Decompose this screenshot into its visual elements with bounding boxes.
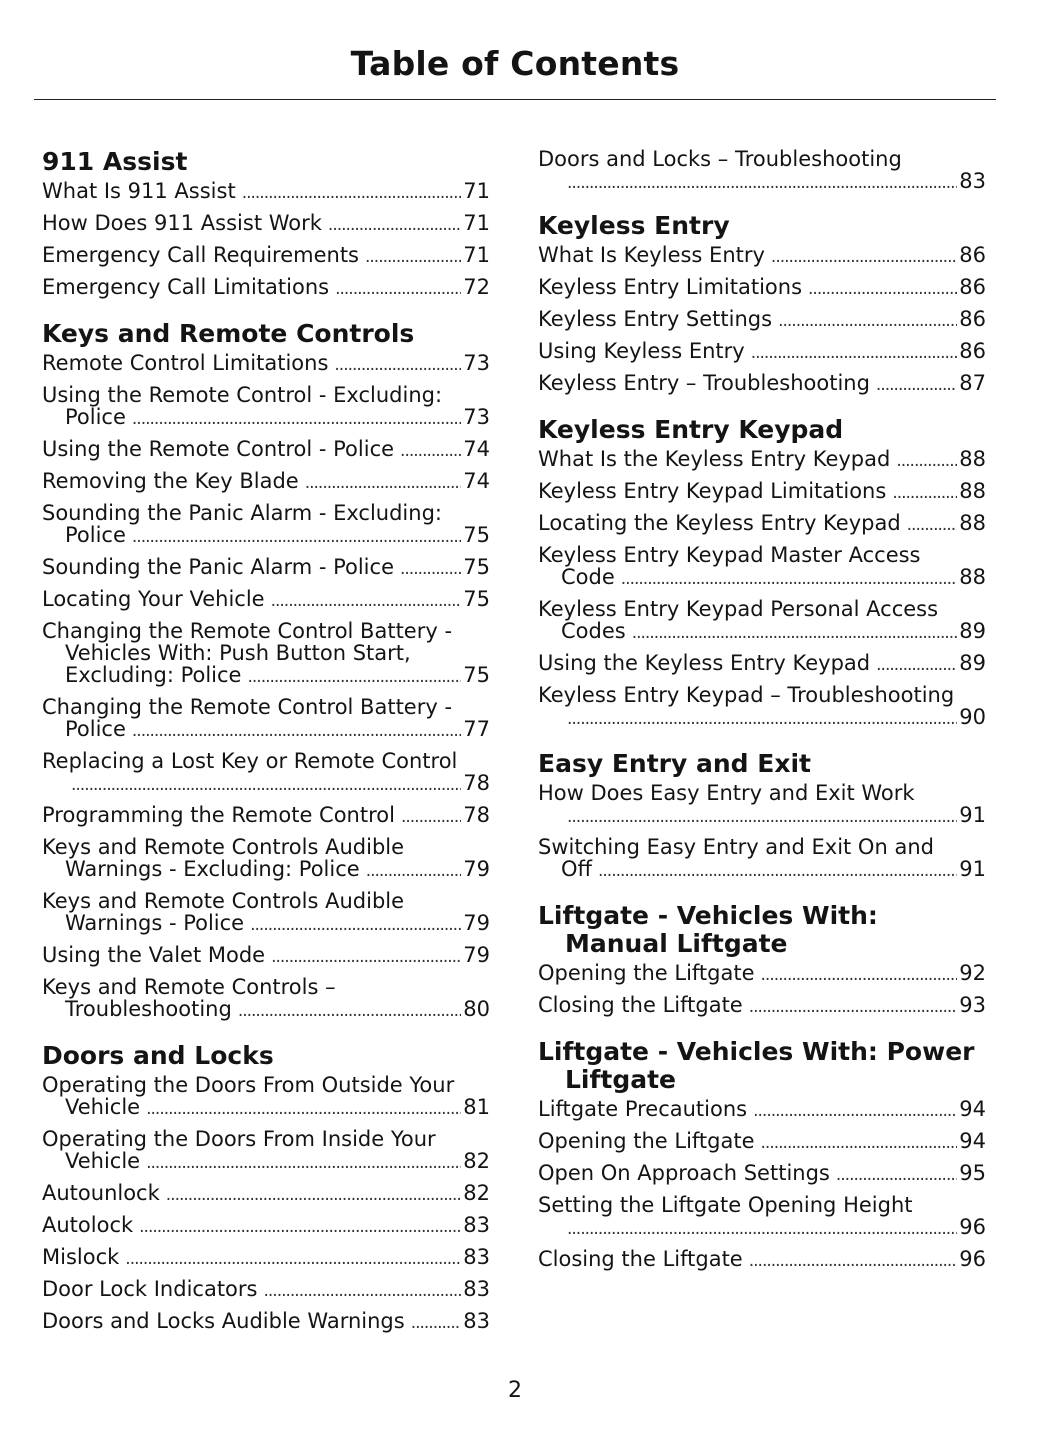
entry-page: 75 — [463, 587, 490, 611]
entry-text: Opening the Liftgate — [538, 1129, 755, 1153]
dot-leader — [365, 246, 461, 268]
entry-page: 79 — [463, 943, 490, 967]
toc-entry[interactable] — [538, 276, 986, 300]
toc-entry[interactable] — [42, 976, 490, 1022]
dot-leader — [263, 1280, 461, 1302]
entry-page: 91 — [959, 803, 986, 827]
entry-leader-row — [538, 170, 986, 194]
entry-text: Open On Approach Settings — [538, 1161, 830, 1185]
entry-text: Police — [65, 405, 126, 429]
toc-section — [42, 1042, 490, 1334]
entry-page: 83 — [463, 1213, 490, 1237]
toc-entry[interactable] — [42, 556, 490, 580]
entry-leader-row — [42, 998, 490, 1022]
entry-text: Sounding the Panic Alarm - Excluding: — [42, 501, 442, 525]
entry-page: 83 — [959, 169, 986, 193]
section-heading[interactable]: Liftgate - Vehicles With: Manual Liftgate — [538, 901, 878, 958]
entry-leader-row — [538, 276, 986, 300]
entry-text: Codes — [561, 619, 626, 643]
entry-leader-row — [42, 276, 490, 300]
entry-page: 88 — [959, 447, 986, 471]
toc-entry[interactable] — [538, 512, 986, 536]
page-number: 2 — [508, 1378, 522, 1403]
toc-entry[interactable] — [42, 276, 490, 300]
section-heading[interactable]: Doors and Locks — [42, 1041, 274, 1070]
entry-page: 73 — [463, 351, 490, 375]
dot-leader — [567, 172, 957, 194]
entry-leader-row — [538, 244, 986, 268]
dot-leader — [271, 946, 461, 968]
entry-leader-row — [538, 1162, 986, 1186]
entry-leader-row — [42, 772, 490, 796]
entry-text: Operating the Doors From Inside Your — [42, 1127, 436, 1151]
entry-leader-row — [538, 858, 986, 882]
dot-leader — [632, 622, 958, 644]
toc-entry[interactable] — [538, 480, 986, 504]
entry-text: Opening the Liftgate — [538, 961, 755, 985]
toc-section — [538, 750, 986, 882]
entry-text: Troubleshooting — [65, 997, 232, 1021]
entry-text: Off — [561, 857, 592, 881]
entry-text: Police — [65, 523, 126, 547]
entry-page: 92 — [959, 961, 986, 985]
toc-entry[interactable] — [538, 340, 986, 364]
toc-entry[interactable] — [538, 244, 986, 268]
entry-text: Locating Your Vehicle — [42, 587, 265, 611]
dot-leader — [598, 860, 957, 882]
entry-leader-row — [538, 512, 986, 536]
entry-text: How Does 911 Assist Work — [42, 211, 322, 235]
toc-section — [538, 416, 986, 730]
entry-leader-row — [42, 912, 490, 936]
dot-leader — [132, 720, 461, 742]
entry-text: Vehicles With: Push Button Start, — [65, 641, 411, 665]
entry-text: Vehicle — [65, 1095, 141, 1119]
entry-page: 71 — [463, 211, 490, 235]
entry-leader-row — [538, 448, 986, 472]
section-heading[interactable]: Liftgate - Vehicles With: Power Liftgate — [538, 1037, 975, 1094]
entry-text: What Is 911 Assist — [42, 179, 236, 203]
dot-leader — [907, 514, 958, 536]
entry-text: Autolock — [42, 1213, 134, 1237]
entry-page: 75 — [463, 663, 490, 687]
dot-leader — [778, 310, 957, 332]
entry-leader-row — [538, 566, 986, 590]
toc-entry[interactable] — [538, 684, 986, 730]
toc-entry[interactable] — [538, 1098, 986, 1122]
toc-entry[interactable] — [42, 588, 490, 612]
entry-page: 91 — [959, 857, 986, 881]
entry-text: Using Keyless Entry — [538, 339, 745, 363]
dot-leader — [808, 278, 957, 300]
toc-entry[interactable] — [538, 782, 986, 828]
entry-leader-row — [42, 406, 490, 430]
entry-text: Police — [65, 717, 126, 741]
dot-leader — [876, 654, 957, 676]
entry-leader-row — [42, 1246, 490, 1270]
entry-text: Keyless Entry Keypad Personal Access — [538, 597, 939, 621]
entry-leader-row — [538, 340, 986, 364]
entry-page: 88 — [959, 511, 986, 535]
entry-leader-row — [42, 1096, 490, 1120]
entry-page: 86 — [959, 339, 986, 363]
entry-page: 86 — [959, 275, 986, 299]
toc-entry[interactable] — [42, 1278, 490, 1302]
toc-entry[interactable] — [538, 1248, 986, 1272]
entry-leader-row — [538, 480, 986, 504]
entry-leader-row — [42, 1182, 490, 1206]
toc-entry[interactable] — [538, 652, 986, 676]
dot-leader — [305, 472, 462, 494]
toc-entry[interactable] — [538, 372, 986, 396]
section-heading[interactable]: Keyless Entry — [538, 211, 730, 240]
entry-text: Excluding: Police — [65, 663, 242, 687]
entry-text: Sounding the Panic Alarm - Police — [42, 555, 394, 579]
entry-text: Removing the Key Blade — [42, 469, 299, 493]
entry-page: 88 — [959, 479, 986, 503]
entry-leader-row — [538, 620, 986, 644]
entry-text: Programming the Remote Control — [42, 803, 395, 827]
toc-section — [538, 212, 986, 396]
entry-text: Locating the Keyless Entry Keypad — [538, 511, 901, 535]
entry-text: What Is Keyless Entry — [538, 243, 765, 267]
entry-page: 96 — [959, 1215, 986, 1239]
toc-section — [538, 148, 986, 194]
entry-page: 71 — [463, 243, 490, 267]
entry-text: Keys and Remote Controls Audible — [42, 889, 405, 913]
entry-text: Keys and Remote Controls Audible — [42, 835, 405, 859]
toc-entry[interactable] — [42, 1246, 490, 1270]
toc-entry[interactable] — [42, 438, 490, 462]
entry-leader-row — [42, 1310, 490, 1334]
entry-page: 79 — [463, 911, 490, 935]
entry-text: Mislock — [42, 1245, 120, 1269]
entry-leader-row — [538, 652, 986, 676]
entry-leader-row — [42, 804, 490, 828]
toc-entry[interactable] — [42, 1182, 490, 1206]
entry-text: Keyless Entry Limitations — [538, 275, 803, 299]
entry-text: Autounlock — [42, 1181, 160, 1205]
dot-leader — [146, 1152, 461, 1174]
toc-entry[interactable] — [42, 1214, 490, 1238]
entry-text: Keyless Entry Keypad Limitations — [538, 479, 887, 503]
dot-leader — [139, 1216, 461, 1238]
entry-page: 86 — [959, 243, 986, 267]
toc-entry[interactable] — [42, 1074, 490, 1120]
entry-leader-row — [42, 718, 490, 742]
toc-entry[interactable] — [538, 1130, 986, 1154]
entry-text: How Does Easy Entry and Exit Work — [538, 781, 915, 805]
entry-page: 93 — [959, 993, 986, 1017]
dot-leader — [271, 590, 462, 612]
entry-text: Closing the Liftgate — [538, 993, 743, 1017]
entry-page: 71 — [463, 179, 490, 203]
toc-section — [42, 148, 490, 300]
entry-text: Using the Valet Mode — [42, 943, 266, 967]
entry-page: 87 — [959, 371, 986, 395]
entry-page: 75 — [463, 523, 490, 547]
entry-leader-row — [538, 1098, 986, 1122]
entry-text: Changing the Remote Control Battery - — [42, 695, 453, 719]
section-heading[interactable]: Keys and Remote Controls — [42, 319, 415, 348]
dot-leader — [125, 1248, 461, 1270]
dot-leader — [567, 806, 957, 828]
toc-column-right — [538, 148, 986, 1292]
toc-entry[interactable] — [42, 944, 490, 968]
dot-leader — [567, 708, 957, 730]
toc-entry[interactable] — [42, 502, 490, 548]
entry-text: Keyless Entry Keypad – Troubleshooting — [538, 683, 955, 707]
toc-entry[interactable] — [538, 148, 986, 194]
dot-leader — [761, 1132, 958, 1154]
entry-text: Code — [561, 565, 615, 589]
entry-leader-row — [42, 470, 490, 494]
dot-leader — [71, 774, 461, 796]
dot-leader — [166, 1184, 461, 1206]
section-heading[interactable]: Easy Entry and Exit — [538, 749, 811, 778]
title-divider — [34, 99, 996, 100]
toc-entry[interactable] — [42, 620, 490, 688]
entry-page: 72 — [463, 275, 490, 299]
dot-leader — [400, 558, 461, 580]
entry-page: 82 — [463, 1181, 490, 1205]
entry-page: 83 — [463, 1277, 490, 1301]
entry-page: 74 — [463, 437, 490, 461]
entry-leader-row — [538, 706, 986, 730]
entry-leader-row — [42, 524, 490, 548]
entry-text: Emergency Call Requirements — [42, 243, 359, 267]
section-heading[interactable]: 911 Assist — [42, 147, 188, 176]
dot-leader — [836, 1164, 957, 1186]
entry-text: Using the Remote Control - Excluding: — [42, 383, 443, 407]
dot-leader — [749, 1250, 958, 1272]
entry-leader-row — [538, 1248, 986, 1272]
toc-entry[interactable] — [42, 352, 490, 376]
entry-page: 75 — [463, 555, 490, 579]
entry-leader-row — [42, 1278, 490, 1302]
toc-entry[interactable] — [42, 244, 490, 268]
entry-page: 73 — [463, 405, 490, 429]
entry-text: Keyless Entry Keypad Master Access — [538, 543, 921, 567]
dot-leader — [749, 996, 958, 1018]
dot-leader — [334, 354, 461, 376]
toc-section — [42, 320, 490, 1022]
entry-page: 88 — [959, 565, 986, 589]
entry-text: Closing the Liftgate — [538, 1247, 743, 1271]
entry-text: Warnings - Excluding: Police — [65, 857, 360, 881]
dot-leader — [238, 1000, 461, 1022]
entry-leader-row — [42, 1214, 490, 1238]
entry-text: Setting the Liftgate Opening Height — [538, 1193, 913, 1217]
entry-page: 78 — [463, 803, 490, 827]
toc-entry[interactable] — [538, 962, 986, 986]
toc-entry[interactable] — [538, 308, 986, 332]
entry-page: 90 — [959, 705, 986, 729]
toc-entry[interactable] — [42, 470, 490, 494]
dot-leader — [567, 1218, 957, 1240]
entry-page: 89 — [959, 651, 986, 675]
entry-text: Keyless Entry Settings — [538, 307, 773, 331]
entry-page: 77 — [463, 717, 490, 741]
entry-page: 78 — [463, 771, 490, 795]
entry-text: Warnings - Police — [65, 911, 245, 935]
entry-page: 94 — [959, 1129, 986, 1153]
entry-leader-row — [42, 244, 490, 268]
entry-page: 82 — [463, 1149, 490, 1173]
entry-page: 80 — [463, 997, 490, 1021]
section-heading[interactable]: Keyless Entry Keypad — [538, 415, 844, 444]
dot-leader — [892, 482, 957, 504]
entry-leader-row — [42, 180, 490, 204]
dot-leader — [400, 440, 461, 462]
entry-text: Replacing a Lost Key or Remote Control — [42, 749, 458, 773]
entry-leader-row — [538, 1216, 986, 1240]
dot-leader — [242, 182, 462, 204]
entry-leader-row — [42, 212, 490, 236]
entry-text: Using the Keyless Entry Keypad — [538, 651, 871, 675]
entry-text: Keys and Remote Controls – — [42, 975, 336, 999]
toc-entry[interactable] — [538, 448, 986, 472]
entry-text: Remote Control Limitations — [42, 351, 329, 375]
dot-leader — [247, 666, 461, 688]
entry-leader-row — [538, 962, 986, 986]
dot-leader — [146, 1098, 461, 1120]
dot-leader — [250, 914, 461, 936]
dot-leader — [335, 278, 461, 300]
toc-section — [538, 902, 986, 1018]
toc-entry[interactable] — [538, 1162, 986, 1186]
dot-leader — [328, 214, 461, 236]
toc-entry[interactable] — [538, 1194, 986, 1240]
toc-entry[interactable] — [538, 598, 986, 644]
entry-page: 89 — [959, 619, 986, 643]
entry-page: 94 — [959, 1097, 986, 1121]
entry-leader-row — [42, 944, 490, 968]
toc-entry[interactable] — [538, 994, 986, 1018]
toc-entry[interactable] — [538, 544, 986, 590]
toc-entry[interactable] — [42, 804, 490, 828]
dot-leader — [751, 342, 958, 364]
toc-column-left — [42, 148, 490, 1354]
entry-text: Operating the Doors From Outside Your — [42, 1073, 455, 1097]
entry-page: 81 — [463, 1095, 490, 1119]
toc-entry[interactable] — [538, 836, 986, 882]
entry-text: Liftgate Precautions — [538, 1097, 748, 1121]
dot-leader — [876, 374, 957, 396]
entry-leader-row — [538, 994, 986, 1018]
dot-leader — [761, 964, 958, 986]
entry-page: 96 — [959, 1247, 986, 1271]
entry-text: Using the Remote Control - Police — [42, 437, 395, 461]
toc-entry[interactable] — [42, 1128, 490, 1174]
toc-entry[interactable] — [42, 180, 490, 204]
entry-text: Vehicle — [65, 1149, 141, 1173]
dot-leader — [132, 408, 461, 430]
entry-leader-row — [42, 352, 490, 376]
dot-leader — [366, 860, 462, 882]
entry-text: Doors and Locks Audible Warnings — [42, 1309, 405, 1333]
toc-entry[interactable] — [42, 836, 490, 882]
entry-leader-row — [42, 664, 490, 688]
entry-text: What Is the Keyless Entry Keypad — [538, 447, 891, 471]
dot-leader — [411, 1312, 462, 1334]
dot-leader — [132, 526, 461, 548]
entry-page: 83 — [463, 1245, 490, 1269]
entry-leader-row — [538, 804, 986, 828]
toc-entry[interactable] — [42, 890, 490, 936]
entry-leader-row — [42, 556, 490, 580]
entry-text: Switching Easy Entry and Exit On and — [538, 835, 934, 859]
entry-text: Keyless Entry – Troubleshooting — [538, 371, 870, 395]
entry-leader-row — [42, 858, 490, 882]
toc-entry[interactable] — [42, 696, 490, 742]
entry-leader-row — [42, 588, 490, 612]
entry-text: Doors and Locks – Troubleshooting — [538, 147, 902, 171]
entry-text: Changing the Remote Control Battery - — [42, 619, 453, 643]
dot-leader — [621, 568, 958, 590]
entry-page: 74 — [463, 469, 490, 493]
entry-leader-row — [538, 1130, 986, 1154]
entry-page: 79 — [463, 857, 490, 881]
entry-leader-row — [42, 1150, 490, 1174]
entry-text: Door Lock Indicators — [42, 1277, 258, 1301]
toc-entry[interactable] — [42, 212, 490, 236]
toc-entry[interactable] — [42, 1310, 490, 1334]
entry-leader-row — [42, 438, 490, 462]
entry-leader-row — [538, 372, 986, 396]
page-title: Table of Contents — [350, 44, 680, 83]
entry-text: Emergency Call Limitations — [42, 275, 330, 299]
toc-entry[interactable] — [42, 750, 490, 796]
toc-entry[interactable] — [42, 384, 490, 430]
dot-leader — [771, 246, 957, 268]
entry-leader-row — [538, 308, 986, 332]
entry-page: 95 — [959, 1161, 986, 1185]
dot-leader — [896, 450, 957, 472]
entry-page: 86 — [959, 307, 986, 331]
toc-section — [538, 1038, 986, 1272]
dot-leader — [401, 806, 461, 828]
entry-page: 83 — [463, 1309, 490, 1333]
dot-leader — [753, 1100, 957, 1122]
